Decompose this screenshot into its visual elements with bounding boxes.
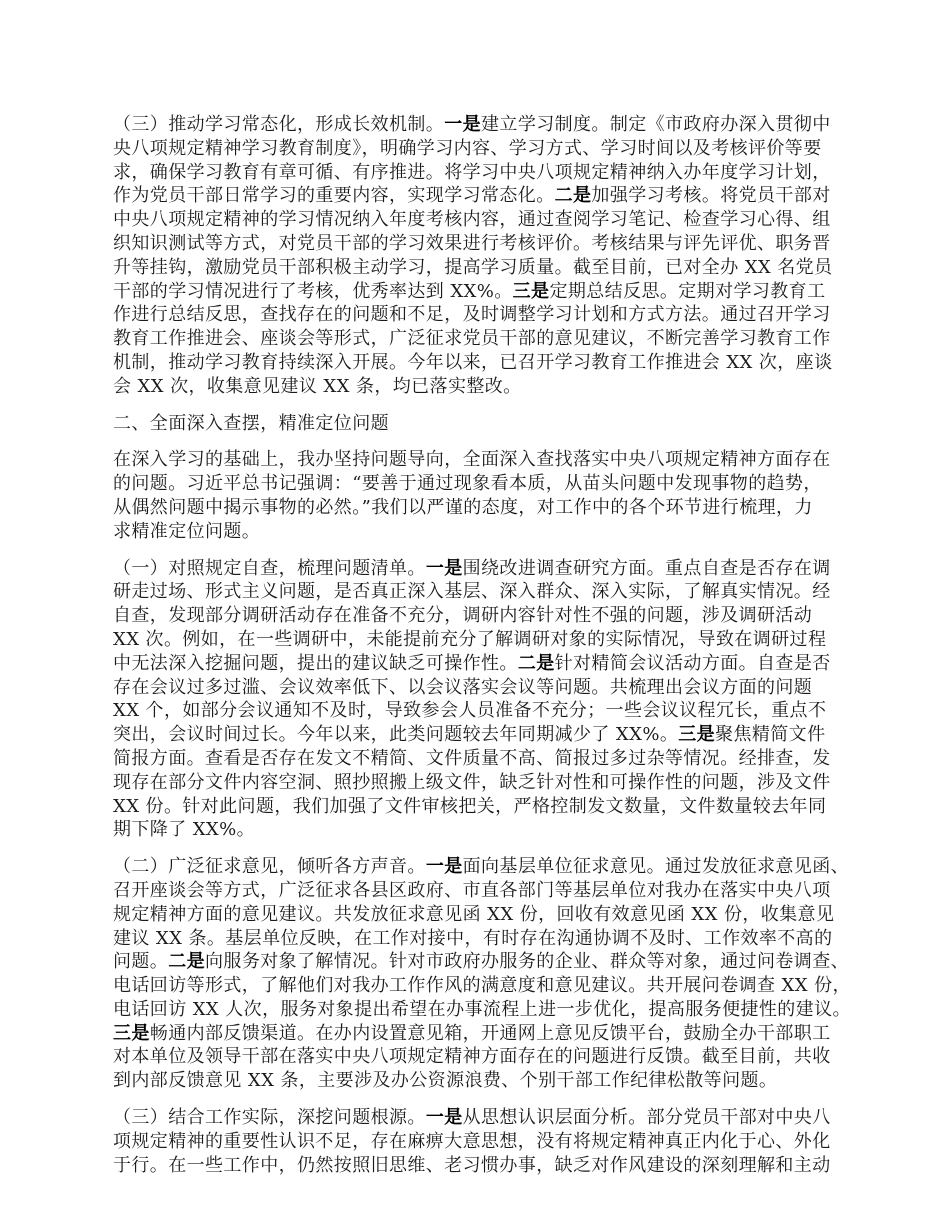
text-line: [113, 1045, 853, 1069]
bold-marker: 二是: [168, 951, 206, 973]
bold-marker: 三是: [678, 724, 716, 746]
text-run: 自查，发现部分调研活动存在准备不充分，调研内容针对性不强的问题，涉及调研活动: [113, 605, 813, 627]
paragraph: [113, 1106, 853, 1177]
text-run: XX 个，如部分会议通知不及时，导致参会人员准备不充分；一些会议议程冗长，重点不: [113, 700, 827, 722]
text-line: [113, 974, 853, 998]
text-line: [113, 628, 853, 652]
text-line: [113, 1022, 853, 1046]
document-page: [113, 113, 853, 1190]
bold-marker: 一是: [444, 114, 482, 135]
paragraph: [113, 557, 853, 843]
section-heading: [113, 412, 853, 436]
text-run: 向服务对象了解情况。针对市政府办服务的企业、群众等对象，通过问卷调查、: [205, 951, 850, 973]
text-run: 现存在部分文件内容空洞、照抄照搬上级文件，缺乏针对性和可操作性的问题，涉及文件: [113, 771, 831, 793]
text-line: [113, 1130, 853, 1154]
text-run: （三）结合工作实际，深挖问题根源。: [113, 1107, 426, 1129]
text-line: [113, 208, 853, 232]
paragraph: [113, 855, 853, 1093]
text-line: [113, 795, 853, 819]
text-run: 期下降了 XX%。: [113, 819, 256, 841]
text-line: [113, 818, 853, 842]
text-line: [113, 448, 853, 472]
text-line: [113, 303, 853, 327]
bold-marker: 二是: [517, 652, 555, 674]
text-line: [113, 184, 853, 208]
text-run: 项规定精神的重要性认识不足，存在麻痹大意思想，没有将规定精神真正内化于心、外化: [113, 1130, 831, 1152]
text-line: [113, 232, 853, 256]
text-run: 织知识测试等方式，对党员干部的学习效果进行考核评价。考核结果与评先评优、职务晋: [113, 232, 831, 254]
text-run: 二、全面深入查摆，精准定位问题: [113, 412, 389, 434]
text-line: [113, 855, 853, 879]
text-run: 面向基层单位征求意见。通过发放征求意见函、: [462, 856, 850, 878]
text-line: [113, 161, 853, 185]
text-run: XX 次。例如，在一些调研中，未能提前充分了解调研对象的实际情况，导致在调研过程: [113, 628, 827, 650]
text-line: [113, 280, 853, 304]
text-run: 建立学习制度。制定《市政府办深入贯彻中: [481, 114, 831, 135]
text-run: 会 XX 次，收集意见建议 XX 条，均已落实整改。: [113, 375, 522, 397]
text-run: 求精准定位问题。: [113, 520, 261, 542]
bold-marker: 一是: [425, 856, 463, 878]
text-line: [113, 137, 853, 161]
text-run: 电话回访等形式，了解他们对我办工作作风的满意度和意见建议。共开展问卷调查 XX 份，: [113, 975, 851, 997]
text-line: [113, 580, 853, 604]
text-run: 召开座谈会等方式，广泛征求各县区政府、市直各部门等基层单位对我办在落实中央八项: [113, 879, 831, 901]
bold-marker: 一是: [425, 1107, 463, 1129]
text-run: 到内部反馈意见 XX 条，主要涉及办公资源浪费、个别干部工作纪律松散等问题。: [113, 1070, 778, 1092]
text-line: [113, 472, 853, 496]
bold-marker: 三是: [113, 1022, 150, 1044]
text-run: 中央八项规定精神的学习情况纳入年度考核内容，通过查阅学习笔记、检查学习心得、组: [113, 209, 831, 231]
text-run: 升等挂钩，激励党员干部积极主动学习，提高学习质量。截至目前，已对全办 XX 名党员: [113, 256, 833, 278]
text-line: [113, 903, 853, 927]
text-line: [113, 1069, 853, 1093]
text-run: 中无法深入挖掘问题，提出的建议缺乏可操作性。: [113, 652, 518, 674]
text-line: [113, 520, 853, 544]
text-run: 电话回访 XX 人次，服务对象提出希望在办事流程上进一步优化，提高服务便捷性的建议。: [113, 998, 851, 1020]
text-run: 简报方面。查看是否存在发文不精简、文件质量不高、简报过多过杂等情况。经排查，发: [113, 747, 831, 769]
text-line: [113, 927, 853, 951]
text-run: 问题。: [113, 951, 169, 973]
text-line: [113, 699, 853, 723]
text-run: 研走过场、形式主义问题，是否真正深入基层、深入群众、深入实际，了解真实情况。经: [113, 581, 831, 603]
text-run: 突出，会议时间过长。今年以来，此类问题较去年同期减少了 XX%。: [113, 724, 679, 746]
text-run: 定期总结反思。定期对学习教育工: [549, 280, 826, 302]
text-run: 针对精简会议活动方面。自查是否: [554, 652, 831, 674]
text-line: [113, 676, 853, 700]
text-run: 作为党员干部日常学习的重要内容，实现学习常态化。: [113, 185, 555, 207]
text-run: 的问题。习近平总书记强调：“要善于通过现象看本质，从苗头问题中发现事物的趋势，: [113, 473, 822, 495]
text-line: [113, 652, 853, 676]
text-run: 央八项规定精神学习教育制度》，明确学习内容、学习方式、学习时间以及考核评价等要: [113, 137, 822, 159]
bold-marker: 三是: [512, 280, 550, 302]
text-run: 加强学习考核。将党员干部对: [591, 185, 831, 207]
text-run: 聚焦精简文件: [715, 724, 826, 746]
text-line: [113, 256, 853, 280]
text-run: （一）对照规定自查，梳理问题清单。: [113, 557, 426, 579]
text-run: 作进行总结反思，查找存在的问题和不足，及时调整学习计划和方式方法。通过召开学习: [113, 304, 831, 326]
text-run: 围绕改进调查研究方面。重点自查是否存在调: [462, 557, 831, 579]
text-line: [113, 113, 853, 137]
paragraph: [113, 113, 853, 399]
paragraph: [113, 448, 853, 543]
text-line: [113, 351, 853, 375]
bold-marker: 二是: [554, 185, 592, 207]
text-run: 畅通内部反馈渠道。在办内设置意见箱，开通网上意见反馈平台，鼓励全办干部职工: [149, 1022, 831, 1044]
text-line: [113, 557, 853, 581]
text-run: 对本单位及领导干部在落实中央八项规定精神方面存在的问题进行反馈。截至目前，共收: [113, 1046, 831, 1068]
text-line: [113, 327, 853, 351]
bold-marker: 一是: [425, 557, 463, 579]
text-run: 规定精神方面的意见建议。共发放征求意见函 XX 份，回收有效意见函 XX 份，收集意见: [113, 903, 835, 925]
text-run: 在深入学习的基础上，我办坚持问题导向，全面深入查找落实中央八项规定精神方面存在: [113, 449, 831, 471]
text-line: [113, 950, 853, 974]
text-run: 于行。在一些工作中，仍然按照旧思维、老习惯办事，缺乏对作风建设的深刻理解和主动: [113, 1154, 831, 1176]
text-line: [113, 412, 853, 436]
text-run: 存在会议过多过滥、会议效率低下、以会议落实会议等问题。共梳理出会议方面的问题: [113, 676, 813, 698]
text-run: 从偶然问题中揭示事物的必然。”我们以严谨的态度，对工作中的各个环节进行梳理，力: [113, 496, 813, 518]
text-run: 教育工作推进会、座谈会等形式，广泛征求党员干部的意见建议，不断完善学习教育工作: [113, 328, 831, 350]
text-line: [113, 771, 853, 795]
text-line: [113, 1154, 853, 1178]
text-run: 从思想认识层面分析。部分党员干部对中央八: [462, 1107, 831, 1129]
text-line: [113, 998, 853, 1022]
text-run: （三）推动学习常态化，形成长效机制。: [113, 114, 445, 135]
text-line: [113, 747, 853, 771]
text-line: [113, 879, 853, 903]
text-run: 机制，推动学习教育持续深入开展。今年以来，已召开学习教育工作推进会 XX 次，座谈: [113, 351, 833, 373]
text-line: [113, 604, 853, 628]
text-run: 求，确保学习教育有章可循、有序推进。将学习中央八项规定精神纳入办年度学习计划，: [113, 161, 831, 183]
text-run: （二）广泛征求意见，倾听各方声音。: [113, 856, 426, 878]
text-run: 建议 XX 条。基层单位反映，在工作对接中，有时存在沟通协调不及时、工作效率不高的: [113, 927, 833, 949]
text-line: [113, 375, 853, 399]
text-run: XX 份。针对此问题，我们加强了文件审核把关，严格控制发文数量，文件数量较去年同: [113, 795, 827, 817]
text-line: [113, 496, 853, 520]
text-run: 干部的学习情况进行了考核，优秀率达到 XX%。: [113, 280, 513, 302]
text-line: [113, 1106, 853, 1130]
text-line: [113, 723, 853, 747]
